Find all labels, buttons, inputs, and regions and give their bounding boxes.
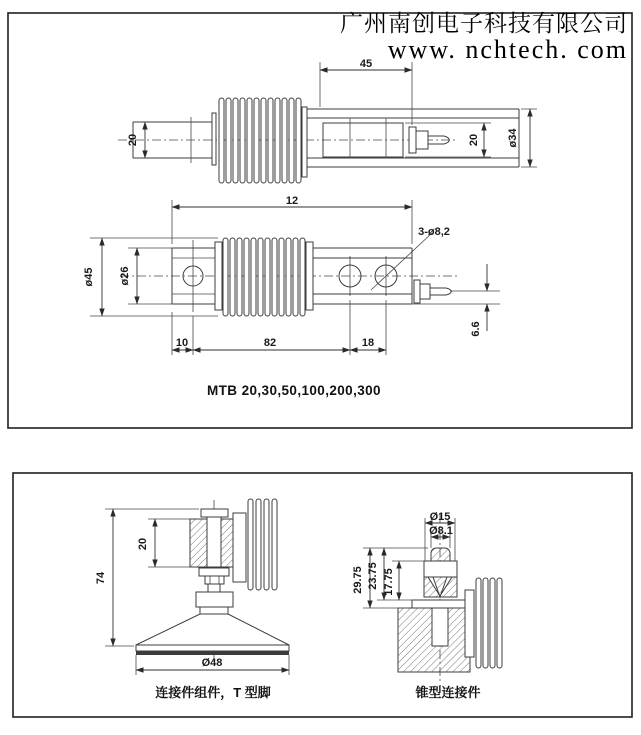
t-foot-view bbox=[95, 499, 289, 701]
bolt-shaft bbox=[207, 517, 221, 567]
bellows bbox=[248, 499, 277, 590]
dim-10-label: 10 bbox=[175, 337, 189, 349]
bellows bbox=[219, 98, 301, 183]
cable-gland-nut bbox=[420, 284, 430, 299]
dim-d26-label: ø26 bbox=[119, 266, 131, 286]
model-caption: MTB 20,30,50,100,200,300 bbox=[207, 383, 381, 398]
bellows-bracket bbox=[233, 513, 246, 582]
website-url: www. nchtech. com bbox=[387, 35, 628, 64]
bore-slot bbox=[432, 608, 448, 646]
cable-gland-nut bbox=[416, 131, 428, 149]
dim-45-extensions bbox=[320, 62, 412, 125]
upper-block bbox=[424, 561, 457, 577]
dim-1775-label: 17.75 bbox=[383, 568, 395, 596]
cable-gland bbox=[409, 127, 416, 153]
foot-ring bbox=[200, 607, 228, 614]
dim-82-label: 82 bbox=[263, 337, 277, 349]
foot-cylinder bbox=[196, 592, 233, 607]
dim-d15-label: Ø15 bbox=[429, 511, 451, 523]
dim-20-label: 20 bbox=[137, 537, 149, 551]
bellows bbox=[476, 578, 502, 668]
bellows-end-plate-left bbox=[212, 113, 216, 165]
cable bbox=[430, 288, 451, 295]
foot-cone bbox=[136, 614, 289, 645]
bellows-bracket bbox=[465, 590, 474, 657]
bellows-end-plate-right bbox=[302, 107, 307, 177]
bellows-end-plate-left bbox=[215, 242, 222, 310]
dim-74-label: 74 bbox=[95, 571, 107, 585]
nut bbox=[205, 576, 224, 584]
cap-screw bbox=[431, 548, 450, 561]
stem bbox=[208, 584, 220, 592]
washer bbox=[199, 568, 229, 576]
dim-45-label: 45 bbox=[359, 58, 373, 70]
t-foot-caption: 连接件组件，T 型脚 bbox=[155, 685, 271, 700]
cable-gland bbox=[414, 280, 420, 303]
dim-66-label: 6.6 bbox=[470, 321, 482, 337]
dim-20-right-label: 20 bbox=[468, 133, 480, 147]
cone-caption: 锥型连接件 bbox=[415, 685, 481, 700]
company-name: 广州南创电子科技有限公司 bbox=[340, 10, 628, 36]
dim-d45-label: ø45 bbox=[83, 267, 95, 287]
hidden-hole-lines bbox=[350, 118, 386, 158]
base-disc bbox=[136, 645, 289, 651]
dim-2375-label: 23.75 bbox=[367, 562, 379, 590]
dim-12-label: 12 bbox=[285, 195, 299, 207]
bellows-end-plate-right bbox=[306, 242, 313, 310]
hole-callout-label: 3-ø8,2 bbox=[418, 226, 450, 238]
flange bbox=[412, 600, 470, 608]
dim-d34-label: ø34 bbox=[507, 128, 519, 148]
rubber-pad bbox=[136, 651, 289, 655]
dim-20-left-label: 20 bbox=[127, 133, 139, 147]
dim-d81-label: Ø8.1 bbox=[429, 525, 453, 537]
bolt-head bbox=[201, 509, 228, 517]
dim-d34-extensions bbox=[521, 109, 537, 167]
dim-2975-label: 29.75 bbox=[352, 566, 364, 594]
cone-connector-view bbox=[352, 511, 502, 700]
loadcell-side-view bbox=[118, 58, 537, 183]
hole-callout-leader bbox=[371, 233, 432, 290]
dim-18-label: 18 bbox=[361, 337, 375, 349]
bottom-panel-border bbox=[13, 473, 632, 717]
dim-d48-label: Ø48 bbox=[201, 657, 223, 669]
loadcell-plan-view bbox=[83, 195, 500, 355]
bellows bbox=[223, 238, 305, 316]
dim-20-extensions bbox=[148, 519, 190, 567]
